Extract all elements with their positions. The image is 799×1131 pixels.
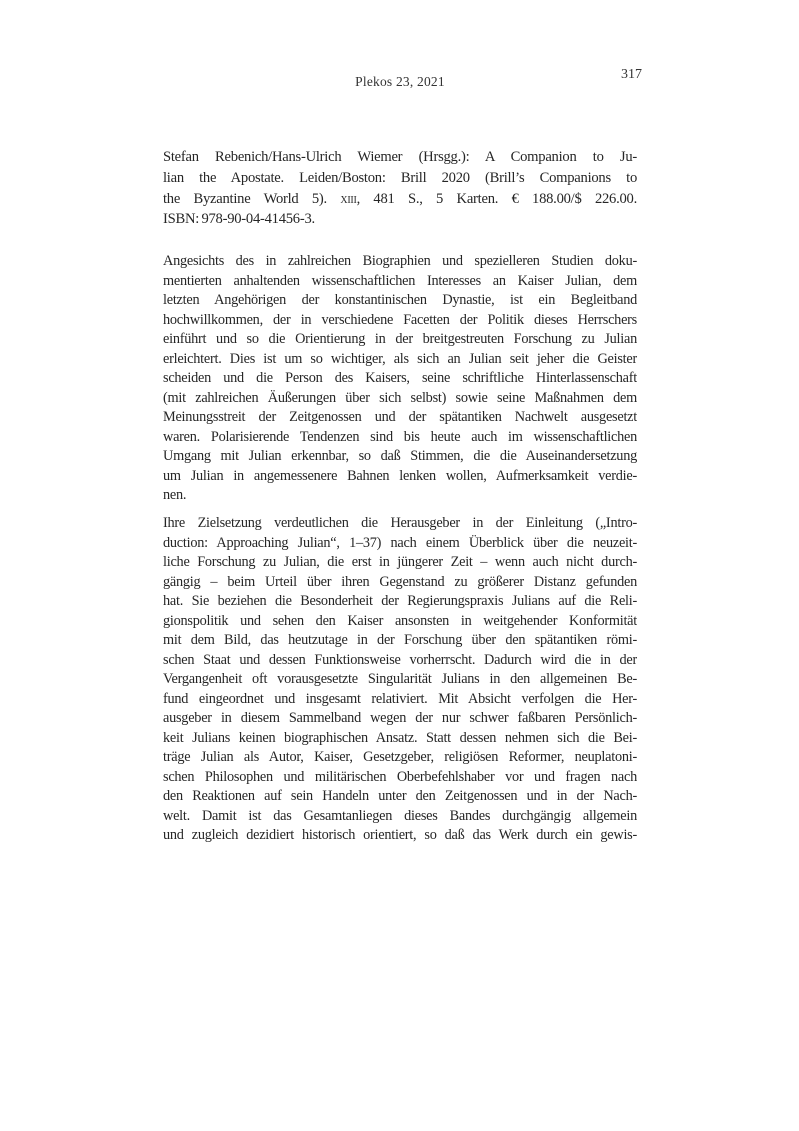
text-line: schen Staat und dessen Funktionsweise vorherrscht. Dadurch wird die in der bbox=[163, 651, 637, 668]
running-header-journal: Plekos 23, 2021 bbox=[355, 74, 445, 89]
page-number: 317 bbox=[621, 67, 642, 82]
text-line: hochwillkommen, der in verschiedene Facetten der Politik dieses Herrschers bbox=[163, 311, 637, 328]
text-line: träge Julian als Autor, Kaiser, Gesetzgeber, religiösen Reformer, neuplatoni- bbox=[163, 749, 637, 765]
text-line: erleichtert. Dies ist um so wichtiger, als sich an Julian seit jeher die Geister bbox=[163, 350, 637, 367]
small-caps-text: xiii bbox=[340, 190, 357, 207]
text-line: liche Forschung zu Julian, die erst in jüngerer Zeit – wenn auch nicht durch- bbox=[163, 554, 637, 570]
text-line: letzten Angehörigen der konstantinischen Dynastie, ist ein Begleitband bbox=[163, 292, 637, 308]
text-line: Angesichts des in zahlreichen Biographien und spezielleren Studien doku- bbox=[163, 253, 637, 269]
body-paragraph-1 bbox=[163, 252, 637, 506]
text-line: ISBN: 978-90-04-41456-3. bbox=[163, 211, 315, 228]
body-paragraph-2 bbox=[163, 514, 637, 846]
text-line: Vergangenheit oft vorausgesetzte Singularität Julians in den allgemeinen Be- bbox=[163, 671, 637, 687]
text-line: nen. bbox=[163, 487, 187, 503]
text-line: schen Philosophen und militärischen Oberbefehlshaber vor und fragen nach bbox=[163, 768, 637, 785]
text-line: hat. Sie beziehen die Besonderheit der Regierungspraxis Julians auf die Reli- bbox=[163, 593, 637, 609]
text-line: und zugleich dezidiert historisch orientiert, so daß das Werk durch ein gewis- bbox=[163, 827, 637, 843]
text-line: mentierten anhaltenden wissenschaftlichen Interesses an Kaiser Julian, dem bbox=[163, 272, 637, 289]
text-line: gängig – beim Urteil über ihren Gegenstand zu größerer Distanz gefunden bbox=[163, 573, 637, 590]
text-line: waren. Polarisierende Tendenzen sind bis heute auch im wissenschaftlichen bbox=[163, 428, 637, 445]
text-line: fund eingeordnet und insgesamt relativiert. Mit Absicht verfolgen die Her- bbox=[163, 690, 637, 707]
book-reference-block bbox=[163, 147, 637, 230]
text-line: um Julian in angemessenere Bahnen lenken wollen, Aufmerksamkeit verdie- bbox=[163, 467, 637, 484]
text-line: Stefan Rebenich/Hans-Ulrich Wiemer (Hrsgg.): A Companion to Ju- bbox=[163, 149, 637, 165]
text-line: Ihre Zielsetzung verdeutlichen die Herausgeber in der Einleitung („Intro- bbox=[163, 515, 637, 531]
text-line: the Byzantine World 5). xiii, 481 S., 5 Karten. € 188.00/$ 226.00. bbox=[163, 190, 637, 207]
text-line: einführt und so die Orientierung in der breitgestreuten Forschung zu Julian bbox=[163, 331, 637, 347]
text-line: welt. Damit ist das Gesamtanliegen dieses Bandes durchgängig allgemein bbox=[163, 807, 637, 824]
text-line: (mit zahlreichen Äußerungen über sich selbst) sowie seine Maßnahmen dem bbox=[163, 389, 637, 406]
text-line: ausgeber in diesem Sammelband wegen der nur schwer faßbaren Persönlich- bbox=[163, 710, 637, 726]
text-line: Umgang mit Julian erkennbar, so daß Stimmen, die die Auseinandersetzung bbox=[163, 448, 637, 464]
text-line: den Reaktionen auf sein Handeln unter den Zeitgenossen und in der Nach- bbox=[163, 788, 637, 804]
text-line: gionspolitik und sehen den Kaiser ansonsten in weitgehender Konformität bbox=[163, 612, 637, 629]
text-line: mit dem Bild, das heutzutage in der Forschung über den spätantiken römi- bbox=[163, 632, 637, 648]
text-line: duction: Approaching Julian“, 1–37) nach einem Überblick über die neuzeit- bbox=[163, 534, 637, 551]
text-line: Meinungsstreit der Zeitgenossen und der spätantiken Nachwelt ausgesetzt bbox=[163, 409, 637, 425]
text-line: scheiden und die Person des Kaisers, seine schriftliche Hinterlassenschaft bbox=[163, 370, 637, 386]
text-line: keit Julians keinen biographischen Ansatz. Statt dessen nehmen sich die Bei- bbox=[163, 729, 637, 746]
text-line: lian the Apostate. Leiden/Boston: Brill 2020 (Brill’s Companions to bbox=[163, 169, 637, 186]
